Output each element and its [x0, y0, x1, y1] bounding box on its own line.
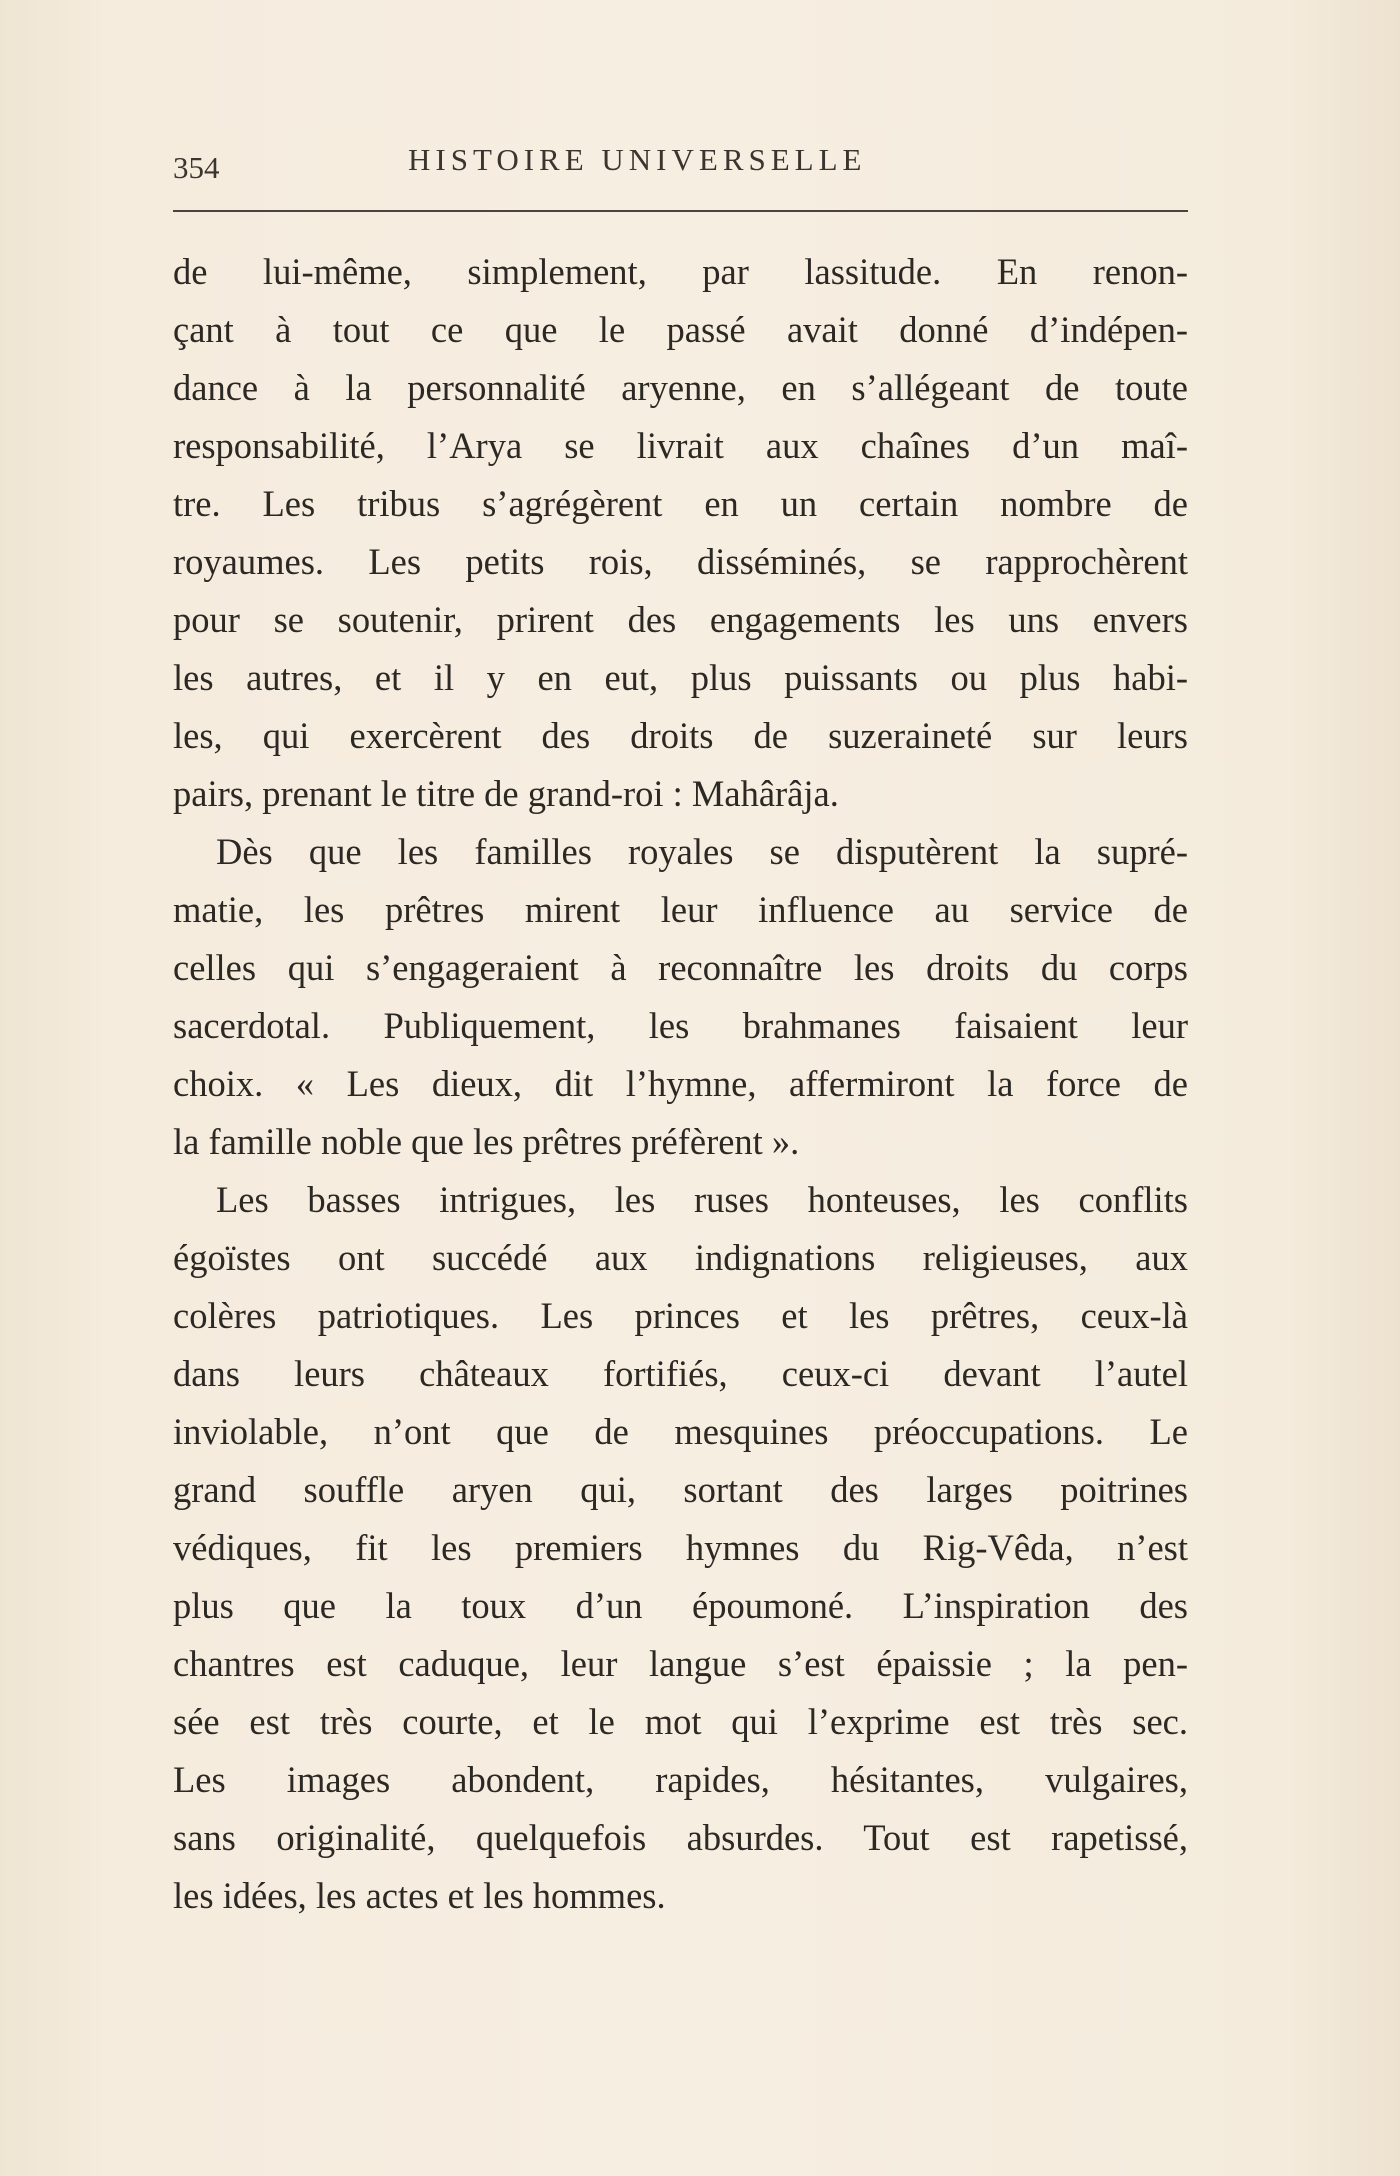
text-line: Les images abondent, rapides, hésitantes, vulgaires,	[173, 1759, 1188, 1800]
text-line: la famille noble que les prêtres préfèrent ».	[173, 1121, 800, 1162]
paragraph-2	[173, 823, 1188, 1171]
text-line: égoïstes ont succédé aux indignations religieuses, aux	[173, 1237, 1188, 1278]
text-line: Les basses intrigues, les ruses honteuses, les conflits	[216, 1179, 1188, 1220]
text-line: dans leurs châteaux fortifiés, ceux-ci devant l’autel	[173, 1353, 1188, 1394]
text-line: pour se soutenir, prirent des engagements les uns envers	[173, 599, 1188, 640]
header-rule	[173, 210, 1188, 212]
text-line: inviolable, n’ont que de mesquines préoccupations. Le	[173, 1411, 1188, 1452]
text-line: Dès que les familles royales se disputèrent la supré-	[216, 831, 1188, 872]
text-line: pairs, prenant le titre de grand-roi : Mahârâja.	[173, 773, 839, 814]
text-line: royaumes. Les petits rois, disséminés, se rapprochèrent	[173, 541, 1188, 582]
text-line: colères patriotiques. Les princes et les prêtres, ceux-là	[173, 1295, 1188, 1336]
text-line: choix. « Les dieux, dit l’hymne, affermiront la force de	[173, 1063, 1188, 1104]
text-line: sée est très courte, et le mot qui l’exprime est très sec.	[173, 1701, 1188, 1742]
text-line: matie, les prêtres mirent leur influence au service de	[173, 889, 1188, 930]
text-line: les, qui exercèrent des droits de suzeraineté sur leurs	[173, 715, 1188, 756]
text-line: grand souffle aryen qui, sortant des larges poitrines	[173, 1469, 1188, 1510]
page-header	[173, 142, 1188, 192]
text-line: sans originalité, quelquefois absurdes. Tout est rapetissé,	[173, 1817, 1188, 1858]
text-line: çant à tout ce que le passé avait donné d’indépen-	[173, 309, 1188, 350]
text-line: chantres est caduque, leur langue s’est épaissie ; la pen-	[173, 1643, 1188, 1684]
body-text	[173, 243, 1188, 1925]
text-line: responsabilité, l’Arya se livrait aux chaînes d’un maî-	[173, 425, 1188, 466]
paragraph-3	[173, 1171, 1188, 1925]
text-line: tre. Les tribus s’agrégèrent en un certain nombre de	[173, 483, 1188, 524]
paragraph-1	[173, 243, 1188, 823]
text-line: de lui-même, simplement, par lassitude. En renon-	[173, 251, 1188, 292]
text-line: plus que la toux d’un époumoné. L’inspiration des	[173, 1585, 1188, 1626]
page-number: 354	[173, 150, 220, 185]
text-line: védiques, fit les premiers hymnes du Rig-Vêda, n’est	[173, 1527, 1188, 1568]
text-line: sacerdotal. Publiquement, les brahmanes faisaient leur	[173, 1005, 1188, 1046]
text-line: les idées, les actes et les hommes.	[173, 1875, 666, 1916]
text-line: dance à la personnalité aryenne, en s’allégeant de toute	[173, 367, 1188, 408]
text-line: celles qui s’engageraient à reconnaître les droits du corps	[173, 947, 1188, 988]
text-line: les autres, et il y en eut, plus puissants ou plus habi-	[173, 657, 1188, 698]
running-title: HISTOIRE UNIVERSELLE	[408, 142, 867, 177]
